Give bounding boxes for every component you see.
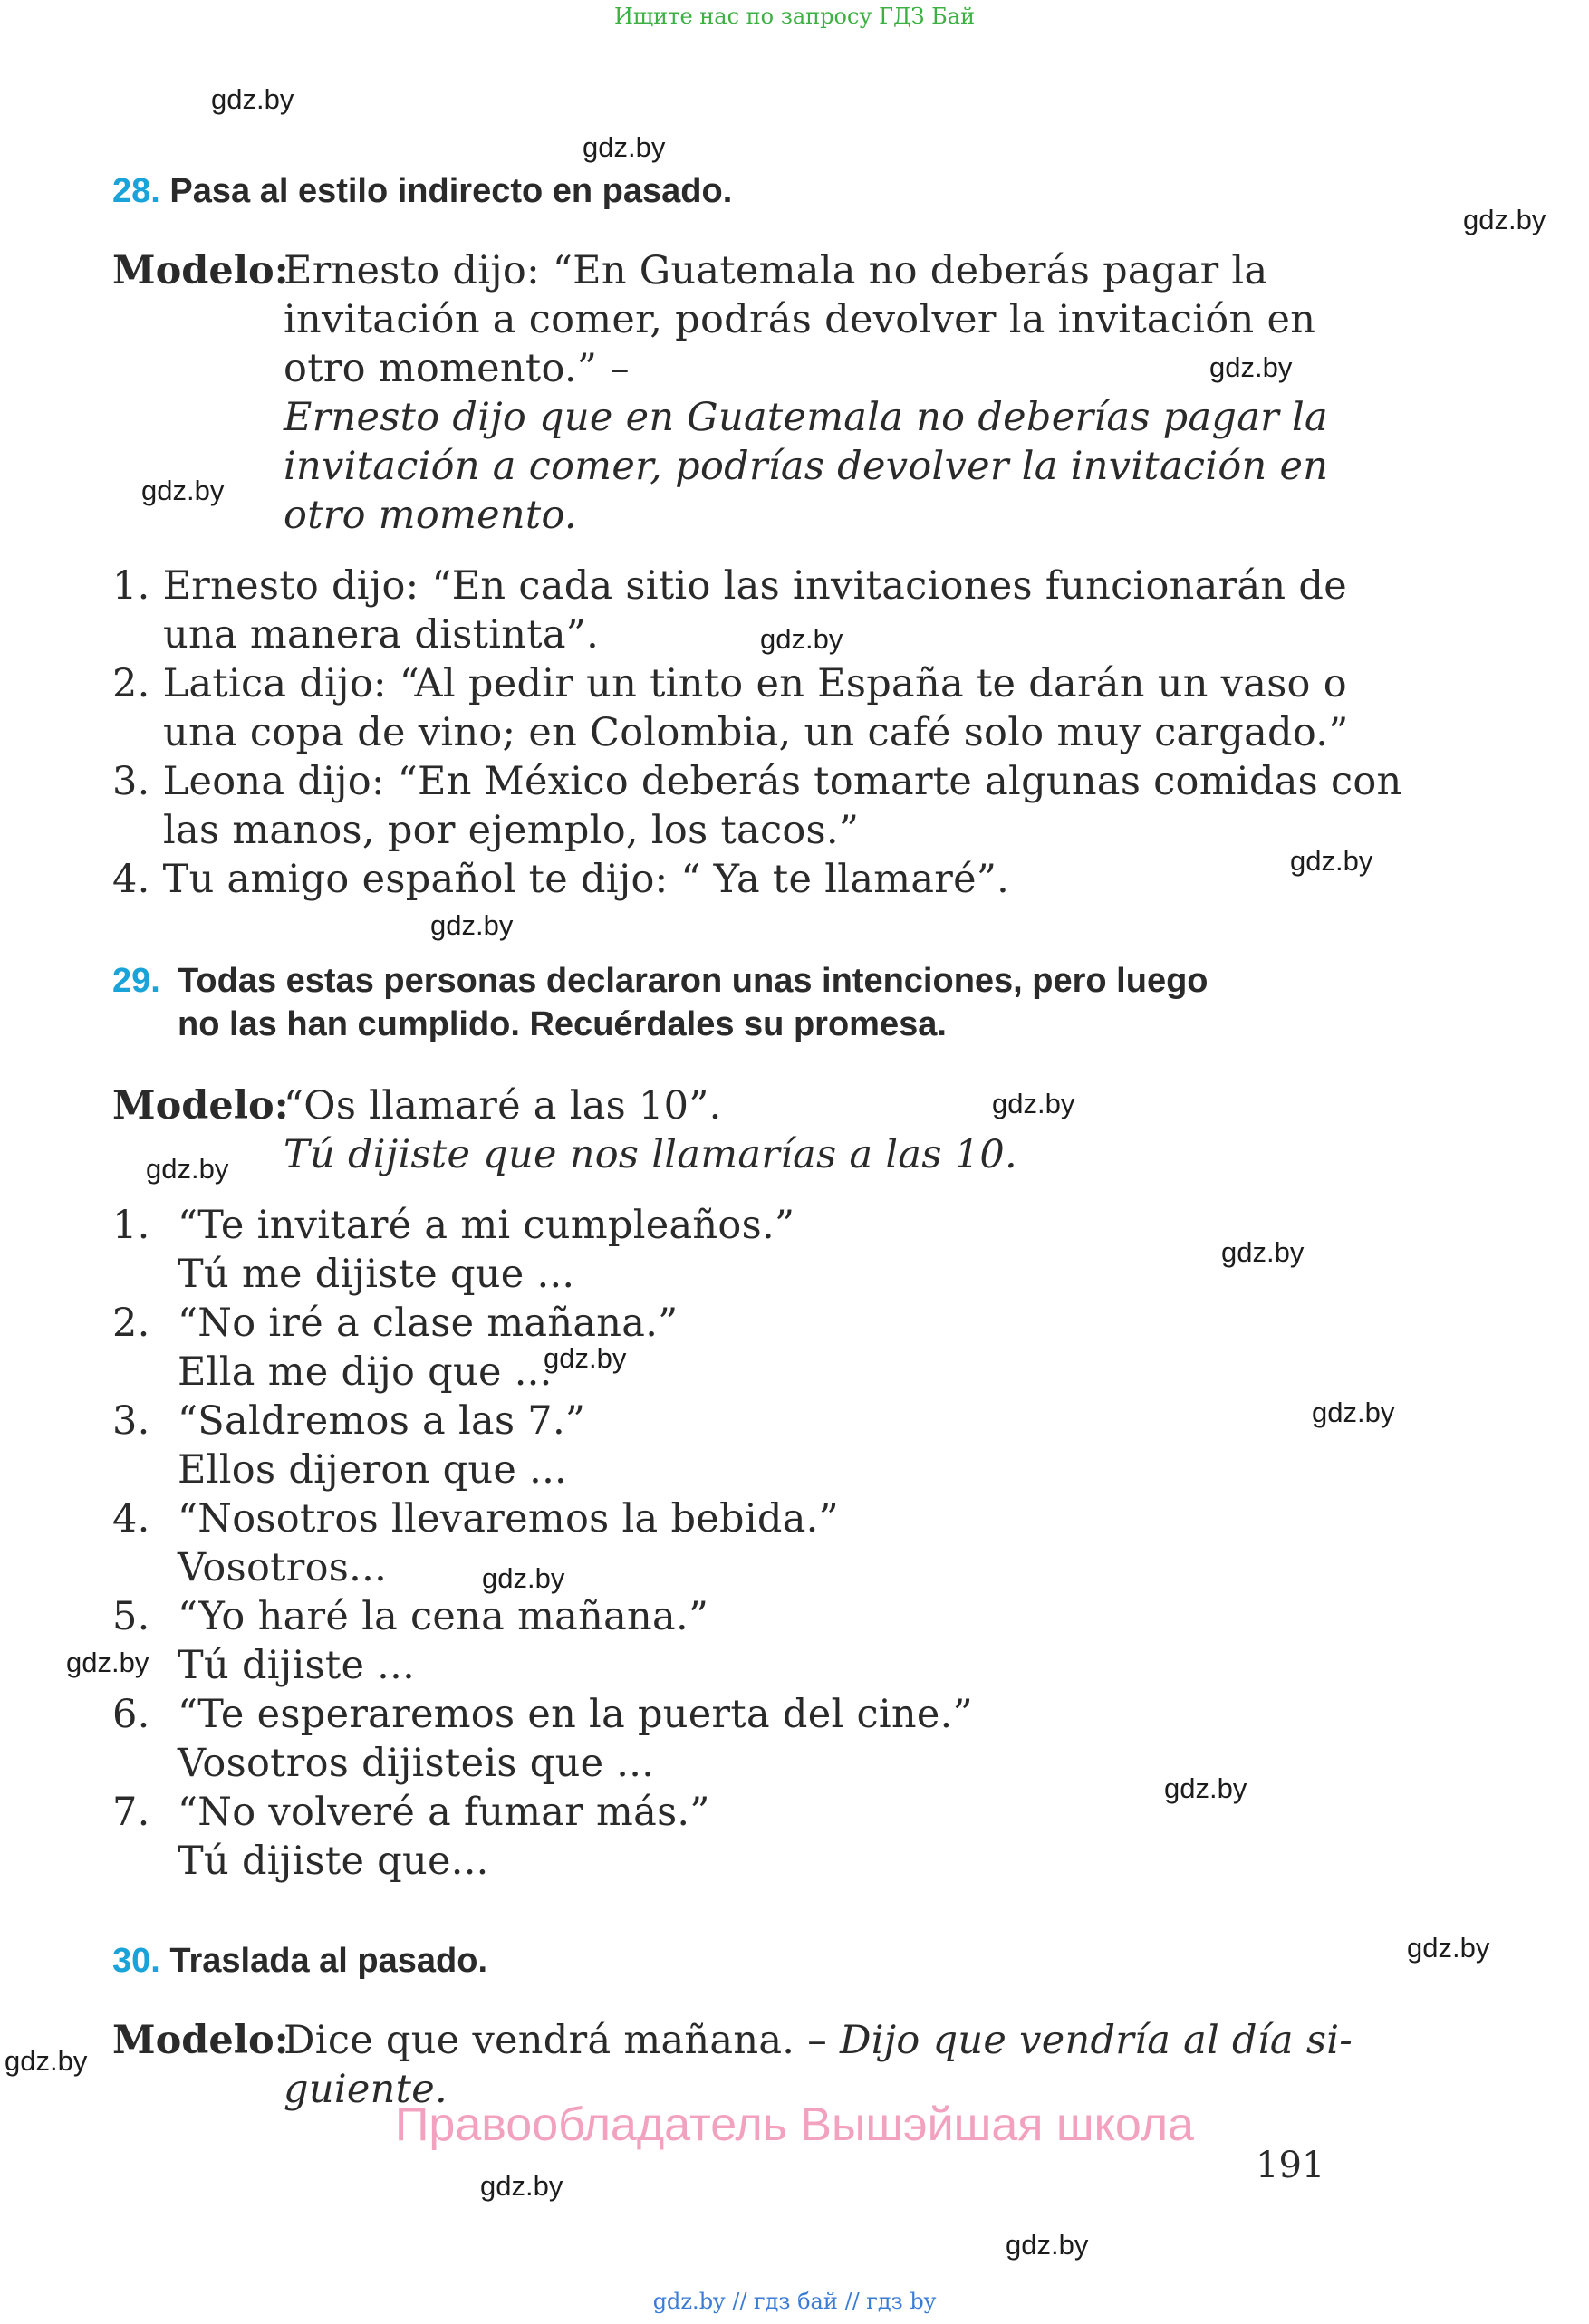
page-number: 191 xyxy=(1256,2145,1325,2186)
item-number: 3. xyxy=(112,1398,150,1444)
model-answer-line: Tú dijiste que nos llamarías a las 10. xyxy=(284,1132,1017,1177)
item-prompt: Tú dijiste que... xyxy=(178,1839,489,1884)
exercise-29-number: 29. xyxy=(112,962,160,1000)
watermark: gdz.by xyxy=(430,909,514,941)
exercise-item: 3. Leona dijo: “En México deberás tomarte algunas comidas con xyxy=(112,759,1402,804)
watermark: gdz.by xyxy=(211,83,294,115)
model-answer-line: Ernesto dijo que en Guatemala no deberías pagar la xyxy=(284,395,1328,440)
item-quote: “No volveré a fumar más.” xyxy=(178,1790,710,1835)
exercise-item-continuation: una manera distinta”. xyxy=(163,612,600,658)
exercise-28-heading xyxy=(112,172,732,211)
watermark: gdz.by xyxy=(1221,1236,1305,1268)
item-number: 2. xyxy=(112,1301,150,1346)
item-prompt: Tú me dijiste que ... xyxy=(178,1252,575,1297)
model-answer-line: guiente. xyxy=(284,2067,448,2112)
item-quote: “Nosotros llevaremos la bebida.” xyxy=(178,1496,839,1541)
model-text: Dice que vendrá mañana. – xyxy=(284,2018,827,2063)
watermark: gdz.by xyxy=(482,1562,565,1594)
item-quote: “Yo haré la cena mañana.” xyxy=(178,1594,709,1639)
copyright-notice: Правообладатель Вышэйшая школа xyxy=(395,2098,1194,2151)
exercise-item: 2. Latica dijo: “Al pedir un tinto en España te darán un vaso o xyxy=(112,661,1347,706)
exercise-30-heading xyxy=(112,1942,487,1981)
watermark: gdz.by xyxy=(1407,1932,1490,1964)
watermark: gdz.by xyxy=(146,1153,229,1185)
watermark: gdz.by xyxy=(583,131,666,163)
exercise-title-line: no las han cumplido. Recuérdales su promesa. xyxy=(178,1005,947,1043)
exercise-title: Traslada al pasado. xyxy=(169,1942,487,1980)
item-quote: “Te esperaremos en la puerta del cine.” xyxy=(178,1692,973,1737)
item-number: 7. xyxy=(112,1790,150,1835)
modelo-label: Modelo: xyxy=(112,1083,289,1128)
item-number: 6. xyxy=(112,1692,150,1737)
item-quote: “No iré a clase mañana.” xyxy=(178,1301,679,1346)
model-line xyxy=(284,2018,1353,2063)
exercise-number: 30. xyxy=(112,1942,160,1980)
exercise-item-continuation: una copa de vino; en Colombia, un café solo muy cargado.” xyxy=(163,710,1349,755)
item-prompt: Tú dijiste ... xyxy=(178,1643,416,1688)
model-answer-line: otro momento. xyxy=(284,493,577,538)
exercise-item-continuation: las manos, por ejemplo, los tacos.” xyxy=(163,808,860,853)
item-prompt: Ellos dijeron que ... xyxy=(178,1447,568,1493)
model-line: Ernesto dijo: “En Guatemala no deberás pagar la xyxy=(284,248,1268,293)
watermark: gdz.by xyxy=(1463,204,1546,235)
item-number: 1. xyxy=(112,1203,150,1248)
exercise-number: 28. xyxy=(112,172,160,210)
watermark: gdz.by xyxy=(1290,845,1373,877)
exercise-item: 1. Ernesto dijo: “En cada sitio las invitaciones funcionarán de xyxy=(112,563,1347,609)
item-number: 4. xyxy=(112,1496,150,1541)
modelo-label: Modelo: xyxy=(112,248,289,293)
watermark: gdz.by xyxy=(66,1647,149,1678)
item-prompt: Vosotros... xyxy=(178,1545,388,1590)
item-quote: “Te invitaré a mi cumpleaños.” xyxy=(178,1203,795,1248)
watermark: gdz.by xyxy=(992,1088,1075,1119)
watermark: gdz.by xyxy=(544,1342,627,1374)
exercise-title-line: Todas estas personas declararon unas intenciones, pero luego xyxy=(178,962,1209,1000)
model-answer-line: invitación a comer, podrías devolver la invitación en xyxy=(284,444,1329,489)
model-line: otro momento.” – xyxy=(284,346,630,391)
modelo-label: Modelo: xyxy=(112,2018,289,2063)
item-prompt: Vosotros dijisteis que ... xyxy=(178,1741,655,1786)
item-number: 5. xyxy=(112,1594,150,1639)
watermark: gdz.by xyxy=(141,475,225,506)
model-answer: Dijo que vendría al día si- xyxy=(839,2018,1353,2063)
bottom-links: gdz.by // гдз бай // гдз by xyxy=(652,2289,937,2314)
item-prompt: Ella me dijo que ... xyxy=(178,1349,553,1395)
watermark: gdz.by xyxy=(1312,1397,1395,1428)
exercise-number xyxy=(112,962,160,1001)
top-banner: Ищите нас по запросу ГДЗ Бай xyxy=(613,4,976,29)
watermark: gdz.by xyxy=(1209,351,1293,383)
watermark: gdz.by xyxy=(1164,1772,1247,1804)
item-quote: “Saldremos a las 7.” xyxy=(178,1398,586,1444)
model-line: “Os llamaré a las 10”. xyxy=(284,1083,722,1128)
watermark: gdz.by xyxy=(760,623,843,655)
watermark: gdz.by xyxy=(480,2170,563,2202)
watermark: gdz.by xyxy=(1006,2229,1089,2261)
exercise-item: 4. Tu amigo español te dijo: “ Ya te llamaré”. xyxy=(112,857,1010,902)
exercise-title: Pasa al estilo indirecto en pasado. xyxy=(169,172,733,210)
watermark: gdz.by xyxy=(5,2045,88,2077)
model-line: invitación a comer, podrás devolver la invitación en xyxy=(284,297,1316,342)
